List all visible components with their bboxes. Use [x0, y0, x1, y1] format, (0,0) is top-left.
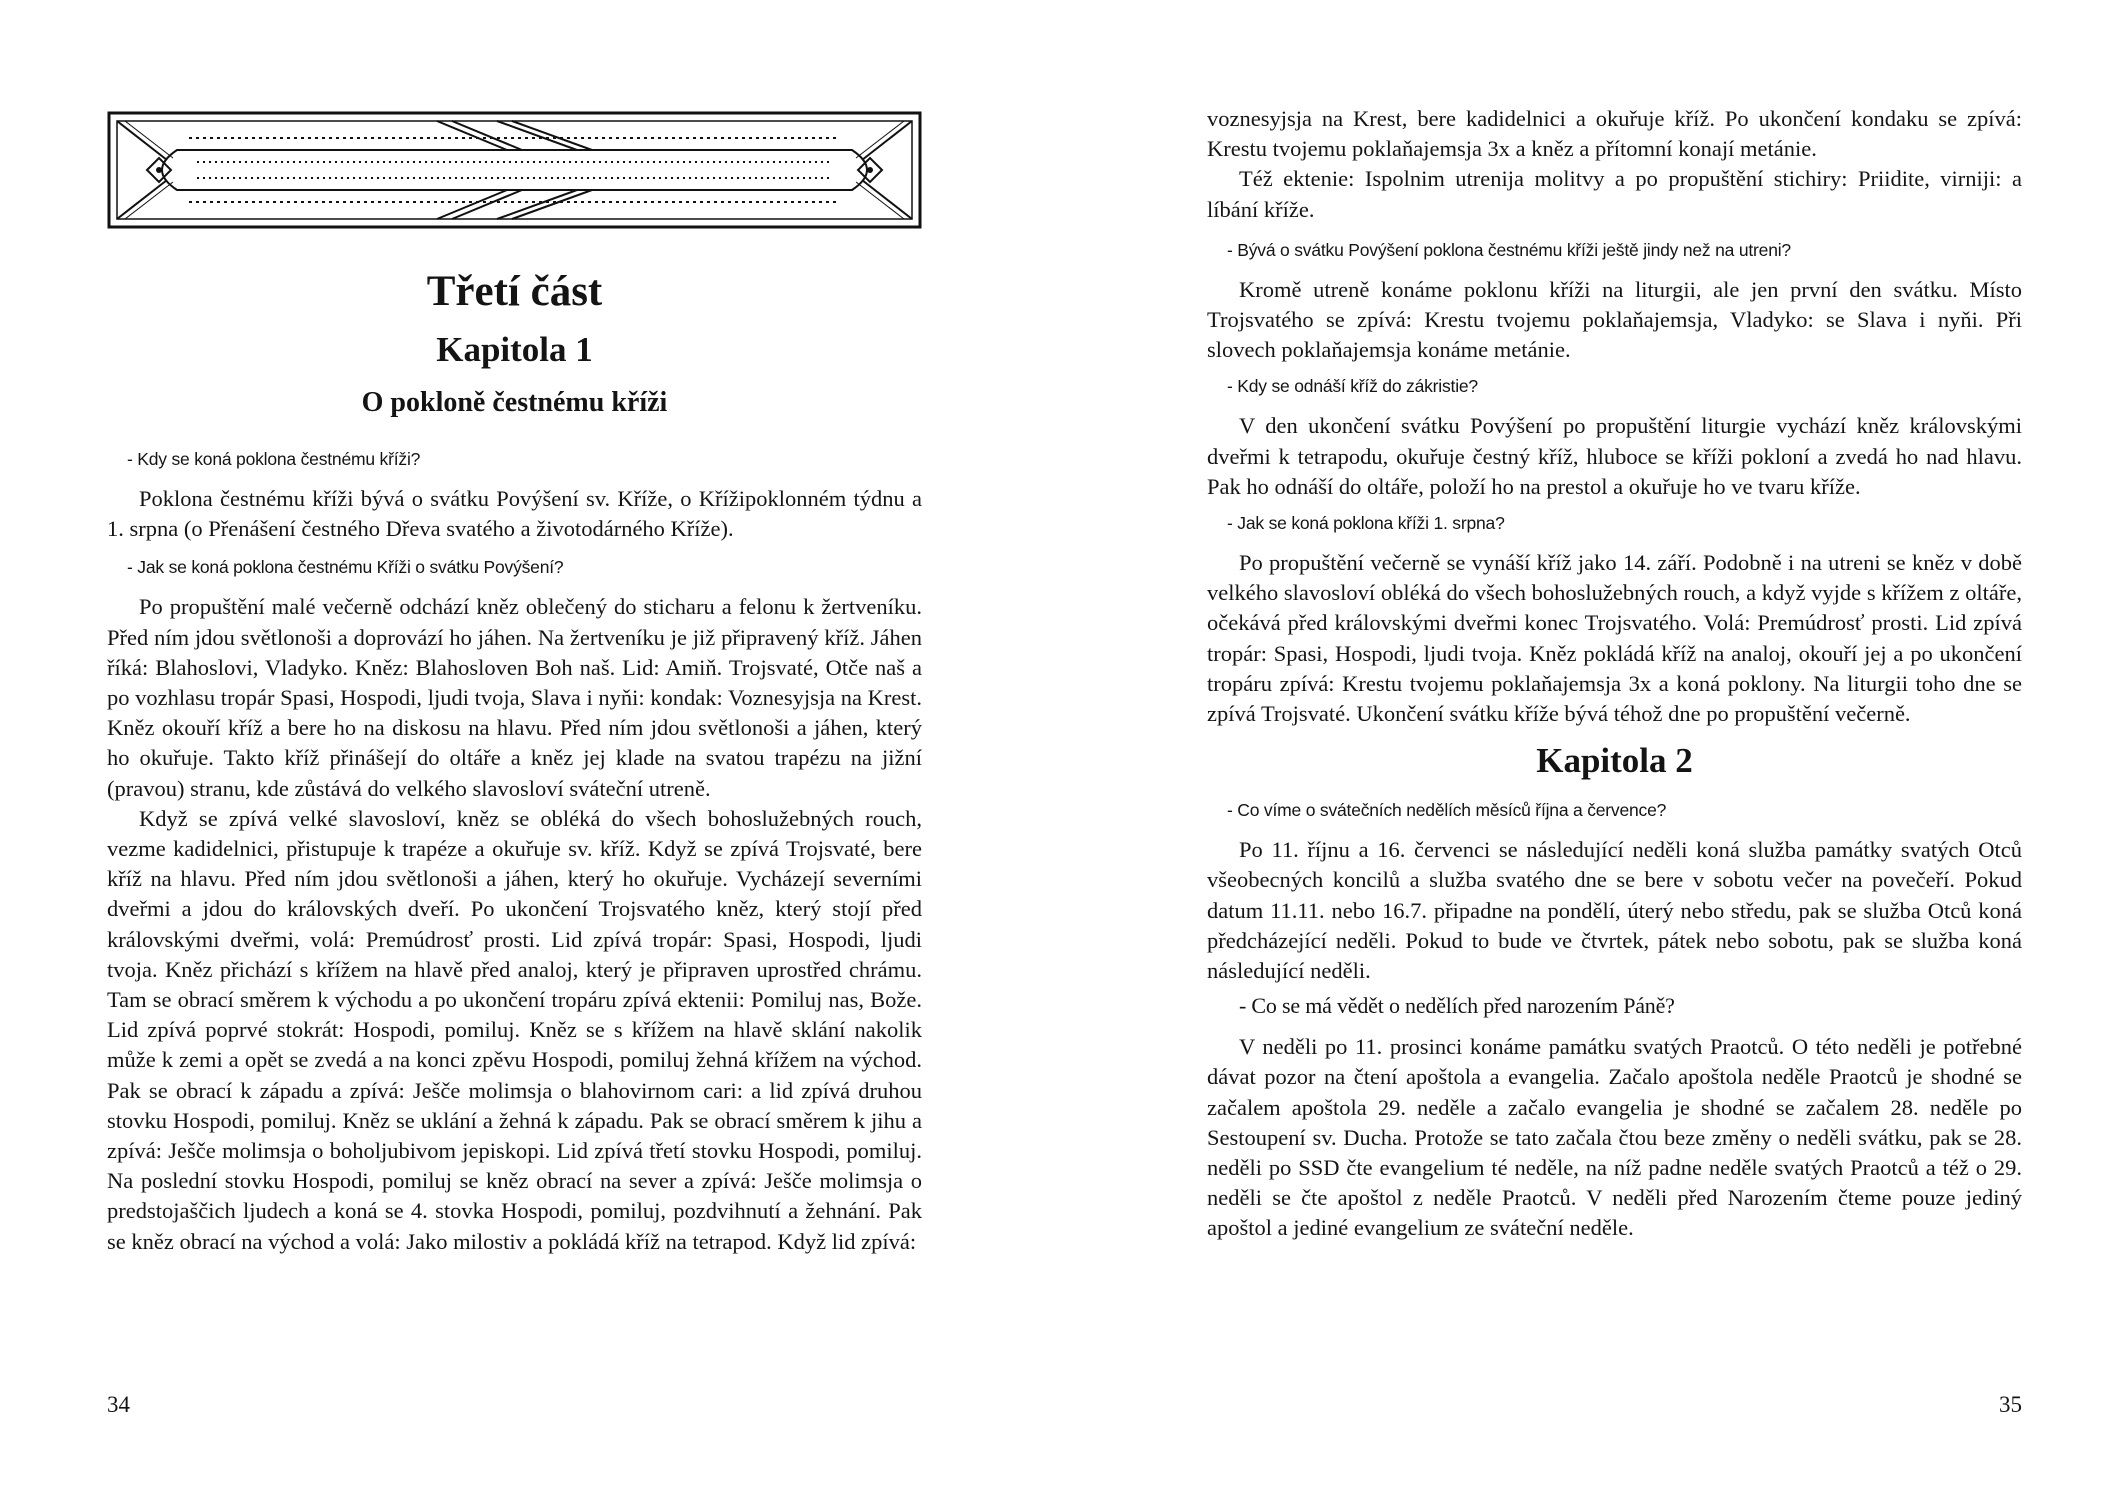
right-text-flow — [1207, 104, 2022, 1244]
question: - Bývá o svátku Povýšení poklona čestnému kříži ještě jindy než na utreni? — [1227, 239, 1791, 260]
left-text-flow — [107, 440, 922, 1257]
ornamental-header-icon — [107, 110, 922, 230]
paragraph: Po propuštění malé večerně odchází kněz oblečený do sticharu a felonu k žertveníku. Před ním jdou světlonoši a doprovází ho jáhen. Na žertveníku je již připravený kříž. Jáhen říká: Blahoslovi, Vladyko. Kněz: Blahosloven Boh naš. Lid: Amiň. Trojsvaté, Otče naš a po vozhlasu tropár Spasi, Hospodi, ljudi tvoja, Slava i nyňi: kondak: Voznesyjsja na Krest. Kněz okouří kříž a bere ho na diskosu na hlavu. Před ním jdou světlonoši a jáhen, který ho okuřuje. Takto kříž přinášejí do oltáře a kněz jej klade na svatou trapézu na jižní (pravou) stranu, kde zůstává do velkého slavosloví sváteční utreně. — [107, 594, 922, 801]
paragraph: Poklona čestnému kříži bývá o svátku Povýšení sv. Kříže, o Křížipoklonném týdnu a 1. srpna (o Přenášení čestného Dřeva svatého a životodárného Kříže). — [107, 486, 922, 542]
part-title: Třetí část — [426, 268, 603, 315]
paragraph: Po 11. říjnu a 16. červenci se následující neděli koná služba památky svatých Otců všeobecných koncilů a služba svatého dne se bere v sobotu večer na povečeří. Pokud datum 11.11. nebo 16.7. připadne na pondělí, úterý nebo středu, pak se služba Otců koná předcházející neděli. Pokud to bude ve čtvrtek, pátek nebo sobotu, pak se služba koná následující neděli. — [1207, 837, 2022, 984]
paragraph: Po propuštění večerně se vynáší kříž jako 14. září. Podobně i na utreni se kněz v době velkého slavosloví obléká do všech bohoslužebných rouch, a když vyjde s křížem z oltáře, očekává před královskými dveřmi konec Trojsvatého. Volá: Premúdrosť prosti. Lid zpívá tropár: Spasi, Hospodi, ljudi tvoja. Kněz pokládá kříž na analoj, okouří jej a po ukončení tropáru zpívá: Krestu tvojemu poklaňajemsja 3x a koná poklony. Na liturgii toho dne se zpívá Trojsvaté. Ukončení svátku kříže bývá téhož dne po propuštění večerně. — [1207, 550, 2022, 727]
section-title: O pokloně čestnému kříži — [361, 387, 668, 418]
paragraph: Kromě utreně konáme poklonu kříži na liturgii, ale jen první den svátku. Místo Trojsvatého se zpívá: Krestu tvojemu poklaňajemsja, Vladyko: se Slava i nyňi. Při slovech poklaňajemsja konáme metánie. — [1207, 276, 2022, 363]
paragraph: voznesyjsja na Krest, bere kadidelnici a okuřuje kříž. Po ukončení kondaku se zpívá: Krestu tvojemu poklaňajemsja 3x a kněz a přítomní konají metánie. — [1207, 106, 2022, 162]
paragraph: Též ektenie: Ispolnim utrenija molitvy a po propuštění stichiry: Priidite, virniji: a líbání kříže. — [1207, 166, 2022, 222]
title-block — [107, 262, 922, 428]
chapter-2-title: Kapitola 2 — [1536, 741, 1693, 781]
question: - Co se má vědět o nedělích před narozením Páně? — [1239, 993, 1675, 1019]
left-page — [107, 0, 922, 1500]
question: - Jak se koná poklona čestnému Kříži o svátku Povýšení? — [127, 557, 564, 578]
right-page — [1207, 0, 2022, 1500]
question: - Co víme o svátečních nedělích měsíců října a července? — [1227, 800, 1667, 821]
page-number: 35 — [1999, 1392, 2022, 1417]
question: - Jak se koná poklona kříži 1. srpna? — [1227, 513, 1505, 534]
paragraph: V den ukončení svátku Povýšení po propuštění liturgie vychází kněz královskými dveřmi k tetrapodu, okuřuje čestný kříž, hluboce se kříži pokloní a zvedá ho nad hlavu. Pak ho odnáší do oltáře, položí ho na prestol a okuřuje ho ve tvaru kříže. — [1207, 413, 2022, 499]
paragraph: Když se zpívá velké slavosloví, kněz se obléká do všech bohoslužebných rouch, vezme kadidelnici, přistupuje k trapéze a okuřuje sv. kříž. Když se zpívá Trojsvaté, bere kříž na hlavu. Před ním jdou světlonoši a jáhen, který ho okuřuje. Vycházejí severními dveřmi a jdou do královských dveří. Po ukončení Trojsvatého kněz, který stojí před královskými dveřmi, volá: Premúdrosť prosti. Lid zpívá tropár: Spasi, Hospodi, ljudi tvoja. Kněz přichází s křížem na hlavě před analoj, který je připraven uprostřed chrámu. Tam se obrací směrem k východu a po ukončení tropáru zpívá ektenii: Pomiluj nas, Bože. Lid zpívá poprvé stokrát: Hospodi, pomiluj. Kněz se s křížem na hlavě sklání nakolik může k zemi a opět se zvedá a na konci zpěvu Hospodi, pomiluj žehná křížem na východ. Pak se obrací k západu a zpívá: Ješče molimsja o blahovirnom cari: a lid zpívá druhou stovku Hospodi, pomiluj. Kněz se uklání a žehná k západu. Pak se obrací směrem k jihu a zpívá: Ješče molimsja o boholjubivom jepiskopi. Lid zpívá třetí stovku Hospodi, pomiluj. Na poslední stovku Hospodi, pomiluj se kněz obrací na sever a zpívá: Ješče molimsja o predstojaščich ljudech a koná se 4. stovka Hospodi, pomiluj, pozdvihnutí a žehnání. Pak se kněz obrací na východ a volá: Jako milostiv a pokládá kříž na tetrapod. Když lid zpívá: — [107, 805, 922, 1254]
paragraph: V neděli po 11. prosinci konáme památku svatých Praotců. O této neděli je potřebné dávat pozor na čtení apoštola a evangelia. Začalo apoštola neděle Praotců je shodné se začalem apoštola 29. neděle a začalo evangelia je shodné se začalem 28. neděle po Sestoupení sv. Ducha. Protože se tato začala čtou beze změny o neděli svátku, pak se 28. neděli po SSD čte evangelium té neděle, na níž padne neděle svatých Praotců a též o 29. neděli se čte apoštol z neděle Praotců. V neděli před Narozením čteme pouze jediný apoštol a jediné evangelium ze sváteční neděle. — [1207, 1034, 2022, 1241]
chapter-title: Kapitola 1 — [436, 330, 593, 369]
question: - Kdy se koná poklona čestnému kříži? — [127, 449, 421, 469]
page-number: 34 — [107, 1392, 130, 1417]
question: - Kdy se odnáší kříž do zákristie? — [1227, 376, 1478, 397]
